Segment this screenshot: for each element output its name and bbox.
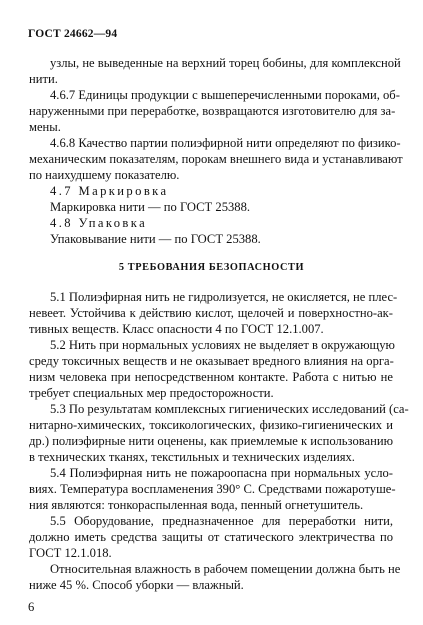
- text-line: по наихудшему показателю.: [29, 168, 180, 182]
- text-line: требует специальных мер предосторожности.: [29, 386, 274, 400]
- text-line: др.) полиэфирные нити оценены, как приемлемые к использованию: [29, 434, 393, 448]
- text-line: наруженными при переработке, возвращаются изготовителю для за-: [29, 104, 396, 118]
- section-title-safety: 5 ТРЕБОВАНИЯ БЕЗОПАСНОСТИ: [118, 262, 305, 273]
- text-line: низм человека при непосредственном контакте. Работа с нитью не: [29, 370, 393, 384]
- text-line: нитарно-химических, токсикологических, физико-гигиенических и: [29, 418, 393, 432]
- text-line: в технических тканях, текстильных и технических изделиях.: [29, 450, 355, 464]
- text-line: Упаковывание нити — по ГОСТ 25388.: [50, 232, 261, 246]
- text-line: 5.2 Нить при нормальных условиях не выделяет в окружающую: [50, 338, 395, 352]
- text-line: узлы, не выведенные на верхний торец бобины, для комплексной: [50, 56, 401, 70]
- text-line: Маркировка нити — по ГОСТ 25388.: [50, 200, 251, 214]
- section-heading-marking: 4.7 Маркировка: [50, 184, 169, 198]
- text-line: нити.: [29, 72, 58, 86]
- text-line: должно иметь средства защиты от статического электричества по: [29, 530, 393, 544]
- page-number: 6: [28, 600, 35, 614]
- text-line: невеет. Устойчива к действию кислот, щелочей и поверхностно-ак-: [29, 306, 393, 320]
- text-line: механическим показателям, порокам внешнего вида и устанавливают: [29, 152, 403, 166]
- text-line: ГОСТ 12.1.018.: [29, 546, 112, 560]
- text-line: 4.6.7 Единицы продукции с вышеперечисленными пороками, об-: [50, 88, 400, 102]
- page-header: ГОСТ 24662—94: [28, 28, 118, 40]
- text-line: 4.6.8 Качество партии полиэфирной нити определяют по физико-: [50, 136, 401, 150]
- text-line: Относительная влажность в рабочем помещении должна быть не: [50, 562, 401, 576]
- text-line: 5.5 Оборудование, предназначенное для переработки нити,: [50, 514, 393, 528]
- text-line: 5.1 Полиэфирная нить не гидролизуется, не окисляется, не плес-: [50, 290, 398, 304]
- text-line: среду токсичных веществ и не оказывает вредного влияния на орга-: [29, 354, 394, 368]
- text-line: тивных веществ. Класс опасности 4 по ГОСТ 12.1.007.: [29, 322, 324, 336]
- section-heading-packaging: 4.8 Упаковка: [50, 216, 148, 230]
- text-line: 5.3 По результатам комплексных гигиенических исследований (са-: [50, 402, 409, 416]
- text-line: ниже 45 %. Способ уборки — влажный.: [29, 578, 244, 592]
- text-line: ния являются: тонкораспыленная вода, пенный огнетушитель.: [29, 498, 364, 512]
- text-line: мены.: [29, 120, 61, 134]
- text-line: 5.4 Полиэфирная нить не пожароопасна при нормальных усло-: [50, 466, 393, 480]
- text-line: виях. Температура воспламенения 390° С. Средствами пожаротуше-: [29, 482, 396, 496]
